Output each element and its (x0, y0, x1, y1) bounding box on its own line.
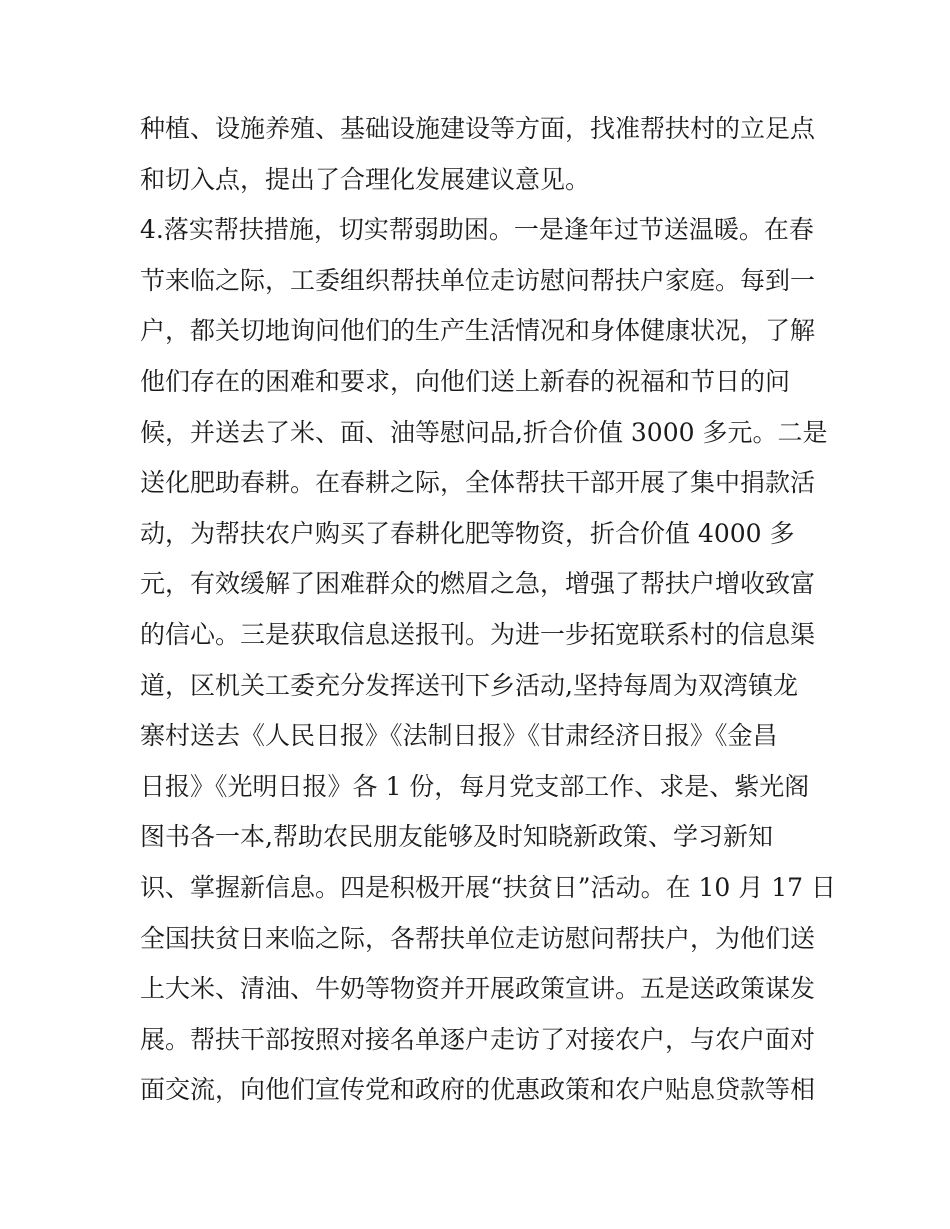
text-line: 和切入点，提出了合理化发展建议意见。 (140, 164, 591, 194)
text-line: 上大米、清油、牛奶等物资并开展政策宣讲。五是送政策谋发 (140, 974, 816, 1004)
text-line: 4.落实帮扶措施，切实帮弱助困。一是逢年过节送温暖。在春 (140, 215, 814, 245)
text-line: 动，为帮扶农户购买了春耕化肥等物资，折合价值 4000 多 (140, 518, 795, 548)
text-line: 节来临之际，工委组织帮扶单位走访慰问帮扶户家庭。每到一 (140, 265, 816, 295)
text-line: 种植、设施养殖、基础设施建设等方面，找准帮扶村的立足点 (140, 114, 816, 143)
text-line: 面交流，向他们宣传党和政府的优惠政策和农户贴息贷款等相 (140, 1075, 816, 1105)
text-line: 户，都关切地询问他们的生产生活情况和身体健康状况，了解 (140, 316, 816, 346)
text-line: 展。帮扶干部按照对接名单逐户走访了对接农户，与农户面对 (140, 1024, 816, 1054)
text-line: 图书各一本,帮助农民朋友能够及时知晓新政策、学习新知 (140, 822, 773, 852)
text-line: 道，区机关工委充分发挥送刊下乡活动,坚持每周为双湾镇龙 (140, 670, 798, 700)
text-line: 他们存在的困难和要求，向他们送上新春的祝福和节日的问 (140, 366, 791, 396)
body-text (140, 104, 836, 1116)
text-line: 元，有效缓解了困难群众的燃眉之急，增强了帮扶户增收致富 (140, 569, 816, 599)
text-line: 的信心。三是获取信息送报刊。为进一步拓宽联系村的信息渠 (140, 619, 816, 649)
text-line: 候，并送去了米、面、油等慰问品,折合价值 3000 多元。二是 (140, 417, 828, 447)
text-line: 识、掌握新信息。四是积极开展“扶贫日”活动。在 10 月 17 日 (140, 872, 836, 902)
text-line: 日报》《光明日报》各 1 份，每月党支部工作、求是、紫光阁 (140, 771, 810, 801)
text-line: 全国扶贫日来临之际，各帮扶单位走访慰问帮扶户，为他们送 (140, 923, 816, 953)
text-line: 寨村送去《人民日报》《法制日报》《甘肃经济日报》《金昌 (140, 721, 778, 751)
text-line: 送化肥助春耕。在春耕之际，全体帮扶干部开展了集中捐款活 (140, 468, 816, 498)
